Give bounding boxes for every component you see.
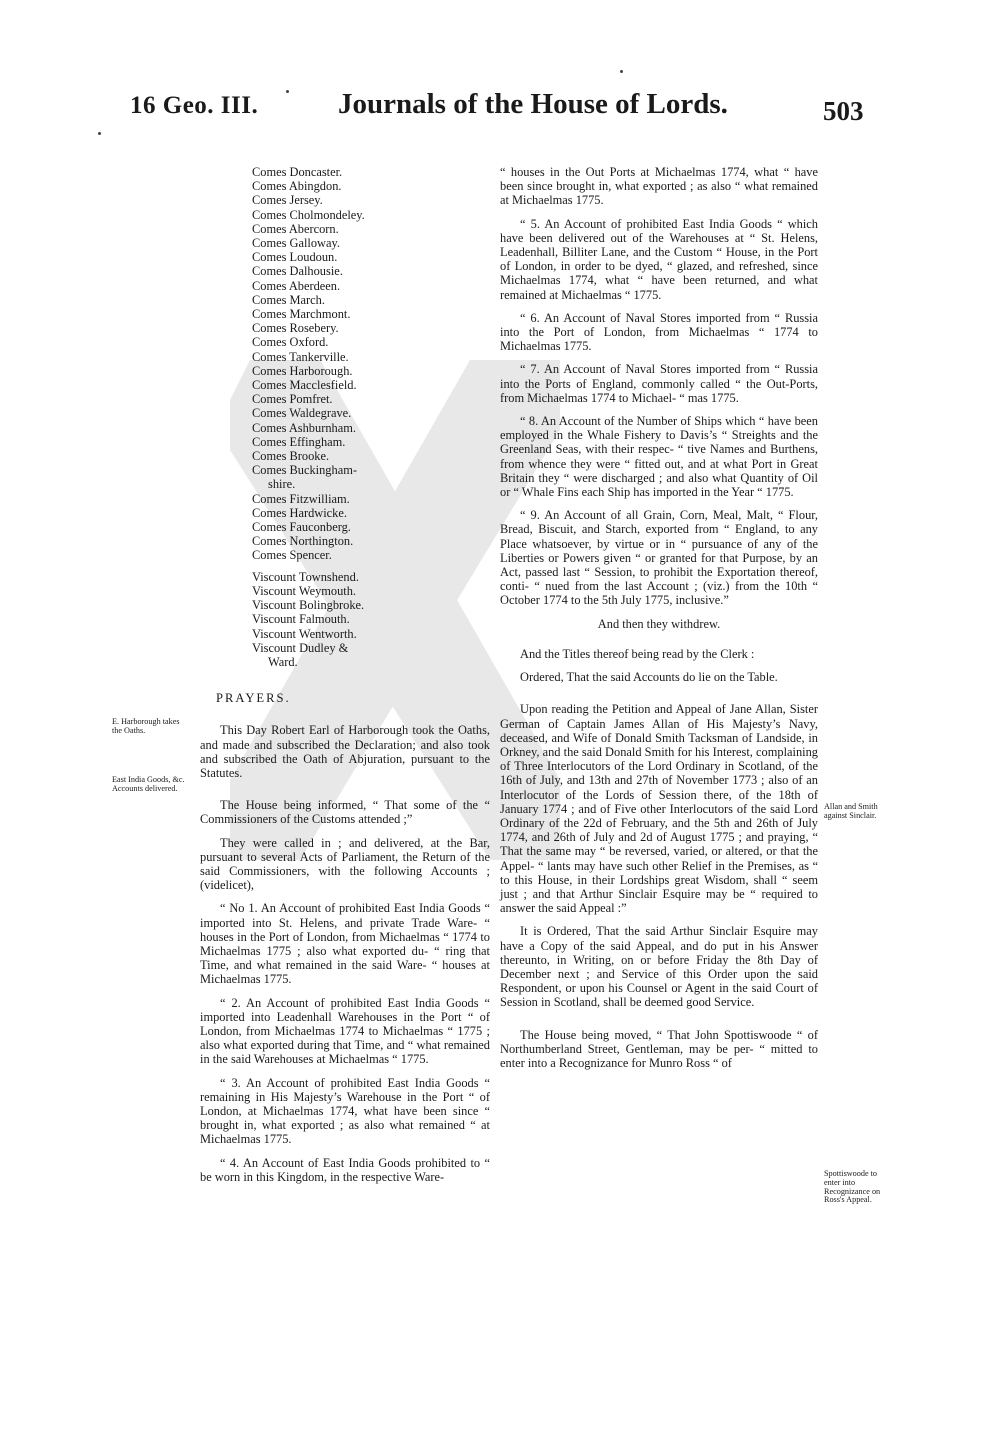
moved-paragraph: The House being moved, “ That John Spottiswoode “ of Northumberland Street, Gentleman, may be per- “ mitted to enter into a Recognizance for Munro Ross “ of bbox=[500, 1027, 818, 1070]
regnal-year: 16 Geo. III. bbox=[130, 92, 259, 119]
peer-name: Comes Loudoun. bbox=[252, 250, 338, 265]
peer-name: Comes Effingham. bbox=[252, 434, 346, 449]
account-4-start: “ 4. An Account of East India Goods prohibited to “ be worn in this Kingdom, in the respective Ware- bbox=[200, 1155, 490, 1184]
margin-note-spottiswoode: Spottiswoode to enter into Recognizance on Ross's Appeal. bbox=[824, 1169, 881, 1205]
speck bbox=[620, 70, 623, 73]
peer-name: Viscount Wentworth. bbox=[252, 626, 357, 641]
peer-name: Comes Harborough. bbox=[252, 363, 353, 378]
peer-name-cont: shire. bbox=[268, 477, 296, 492]
peer-name: Comes Galloway. bbox=[252, 236, 340, 251]
peer-name: Comes Pomfret. bbox=[252, 392, 333, 407]
left-column bbox=[200, 165, 490, 1193]
peer-name: Comes Abercorn. bbox=[252, 221, 339, 236]
account-5: “ 5. An Account of prohibited East India Goods “ which have been delivered out of the Warehouses at “ St. Helens, Leadenhall, Billiter Lane, and the Custom “ House, in the Port of London, in order to be dyed, “ glazed, and refreshed, since Michaelmas 1774, what “ have been returned, and what remained at Michaelmas “ 1775. bbox=[500, 216, 818, 302]
peer-name: Comes Dalhousie. bbox=[252, 264, 343, 279]
peer-name: Comes Fauconberg. bbox=[252, 520, 351, 535]
peer-name: Comes Macclesfield. bbox=[252, 378, 357, 393]
peer-name: Viscount Falmouth. bbox=[252, 612, 350, 627]
account-9: “ 9. An Account of all Grain, Corn, Meal, Malt, “ Flour, Bread, Biscuit, and Starch, exported from “ England, to any Place whatsoever, by virtue or in “ pursuance of any of the Liberties or Powers given “ or granted for that Purpose, by an Act, passed last “ Session, to prohibit the Exportation thereof, conti- “ nued from the last Account ; (viz.) from the 10th “ October 1774 to the 5th July 1775, inclusive.” bbox=[500, 508, 818, 608]
peer-name: Comes Oxford. bbox=[252, 335, 329, 350]
ordered-copy-paragraph: It is Ordered, That the said Arthur Sinclair Esquire may have a Copy of the said Appeal, and do put in his Answer thereunto, in Writing, on or before Friday the 8th Day of December next ; and Service of this Order upon the said Respondent, or upon his Counsel or Agent in the said Court of Session in Scotland, shall be deemed good Service. bbox=[500, 924, 818, 1010]
account-4-continued: “ houses in the Out Ports at Michaelmas 1774, what “ have been since brought in, what exported ; as also “ what remained at Michaelmas 1775. bbox=[500, 165, 818, 208]
peer-name: Comes Waldegrave. bbox=[252, 406, 352, 421]
margin-note-harborough: E. Harborough takes the Oaths. bbox=[112, 717, 180, 735]
peer-name: Comes Abingdon. bbox=[252, 179, 342, 194]
peer-name: Comes Aberdeen. bbox=[252, 278, 341, 293]
margin-note-east-india: East India Goods, &c. Accounts delivered. bbox=[112, 775, 185, 793]
peer-name: Comes Northington. bbox=[252, 534, 354, 549]
peer-name: Comes Cholmondeley. bbox=[252, 207, 365, 222]
peer-name: Comes Hardwicke. bbox=[252, 505, 347, 520]
peer-name-cont: Ward. bbox=[268, 654, 298, 669]
account-8: “ 8. An Account of the Number of Ships which “ have been employed in the Whale Fishery to Davis’s “ Streights and the Greenland Seas, with their respec- “ tive Names and Burthens, from whence they were “ fitted out, and at what Port in Great Britain they “ were discharged ; and also what Quantity of Oil or “ Whale Fins each Ship has imported in the Year “ 1775. bbox=[500, 414, 818, 500]
informed-paragraph: The House being informed, “ That some of the “ Commissioners of the Customs attended ;” bbox=[200, 798, 490, 827]
journal-title: Journals of the House of Lords. bbox=[338, 88, 728, 120]
prayers-heading: PRAYERS. bbox=[216, 691, 291, 706]
speck bbox=[98, 132, 101, 135]
account-7: “ 7. An Account of Naval Stores imported from “ Russia into the Ports of England, commonly called “ the Out-Ports, from Michaelmas 1774 to Michael- “ mas 1775. bbox=[500, 362, 818, 405]
called-in-paragraph: They were called in ; and delivered, at the Bar, pursuant to several Acts of Parliament, the Return of the said Commissioners, with the following Accounts ; (videlicet), bbox=[200, 835, 490, 893]
earls-list bbox=[200, 165, 490, 563]
peer-name: Comes Ashburnham. bbox=[252, 420, 356, 435]
page-number: 503 bbox=[823, 96, 864, 126]
peer-name: Comes Buckingham- bbox=[252, 463, 357, 478]
page-header bbox=[130, 84, 870, 134]
peer-name: Comes Jersey. bbox=[252, 193, 323, 208]
account-1: “ No 1. An Account of prohibited East India Goods “ imported into St. Helens, and private Trade Ware- “ houses in the Port of London, from Michaelmas “ 1774 to Michaelmas 1775 ; also what exported du- “ ring that Time, and what remained in the said Ware- “ houses at Michaelmas 1775. bbox=[200, 901, 490, 987]
withdrew-line: And then they withdrew. bbox=[597, 616, 721, 631]
peer-name: Comes March. bbox=[252, 292, 325, 307]
account-6: “ 6. An Account of Naval Stores imported from “ Russia into the Port of London, from Michaelmas “ 1774 to Michaelmas 1775. bbox=[500, 310, 818, 354]
margin-note-allan: Allan and Smith against Sinclair. bbox=[824, 802, 878, 820]
speck bbox=[286, 90, 289, 93]
peer-name: Viscount Townshend. bbox=[252, 569, 359, 584]
petition-paragraph: Upon reading the Petition and Appeal of Jane Allan, Sister German of Captain James Allan of His Majesty’s Navy, deceased, and Wife of Donald Smith Tacksman of Landside, in Orkney, and the said Donald Smith for his Interest, complaining of Three Interlocutors of the Lord Ordinary in Scotland, of the 16th of July, and 13th and 27th of November 1773 ; also of an Interlocutor of the Lords of Session there, of the 18th of January 1774 ; and of Five other Interlocutors of the said Lord Ordinary of the 22d of February, and the 5th and 26th of July 1774, and 26th of July and 2d of August 1775 ; and praying, “ That the same may “ be reversed, varied, or altered, or that the Appel- “ lants may have such other Relief in the Premises, as “ to this House, in their Lordships great Wisdom, shall “ seem just ; and that Arthur Sinclair Esquire may be “ required to answer the said Appeal :” bbox=[500, 702, 818, 916]
peer-name: Viscount Weymouth. bbox=[252, 583, 357, 598]
account-3: “ 3. An Account of prohibited East India Goods “ remaining in His Majesty’s Warehouse in the Port “ of London, at Michaelmas 1774, what have been since “ brought in, what exported ; as also what remained “ at Michaelmas 1775. bbox=[200, 1075, 490, 1147]
peer-name: Comes Fitzwilliam. bbox=[252, 491, 350, 506]
ordered-lie-paragraph: Ordered, That the said Accounts do lie on the Table. bbox=[520, 670, 778, 685]
account-2: “ 2. An Account of prohibited East India Goods “ imported into Leadenhall Warehouses in the Port “ of London, from Michaelmas 1774 to Michaelmas “ 1775 ; also what exported during that Time, and “ what remained in the said Warehouses at Michaelmas “ 1775. bbox=[200, 995, 490, 1067]
viscounts-list bbox=[200, 570, 490, 669]
peer-name: Comes Doncaster. bbox=[252, 165, 343, 179]
peer-name: Comes Spencer. bbox=[252, 548, 332, 563]
peer-name: Comes Rosebery. bbox=[252, 321, 339, 336]
oath-paragraph: This Day Robert Earl of Harborough took the Oaths, and made and subscribed the Declaration; and also took and subscribed the Oath of Abjuration, pursuant to the Statutes. bbox=[200, 723, 490, 780]
titles-read-line: And the Titles thereof being read by the Clerk : bbox=[520, 646, 755, 661]
peer-name: Comes Brooke. bbox=[252, 449, 330, 464]
peer-name: Comes Tankerville. bbox=[252, 349, 349, 364]
peer-name: Comes Marchmont. bbox=[252, 307, 351, 322]
peer-name: Viscount Bolingbroke. bbox=[252, 598, 365, 613]
right-column bbox=[500, 165, 818, 1079]
peer-name: Viscount Dudley & bbox=[252, 640, 349, 655]
